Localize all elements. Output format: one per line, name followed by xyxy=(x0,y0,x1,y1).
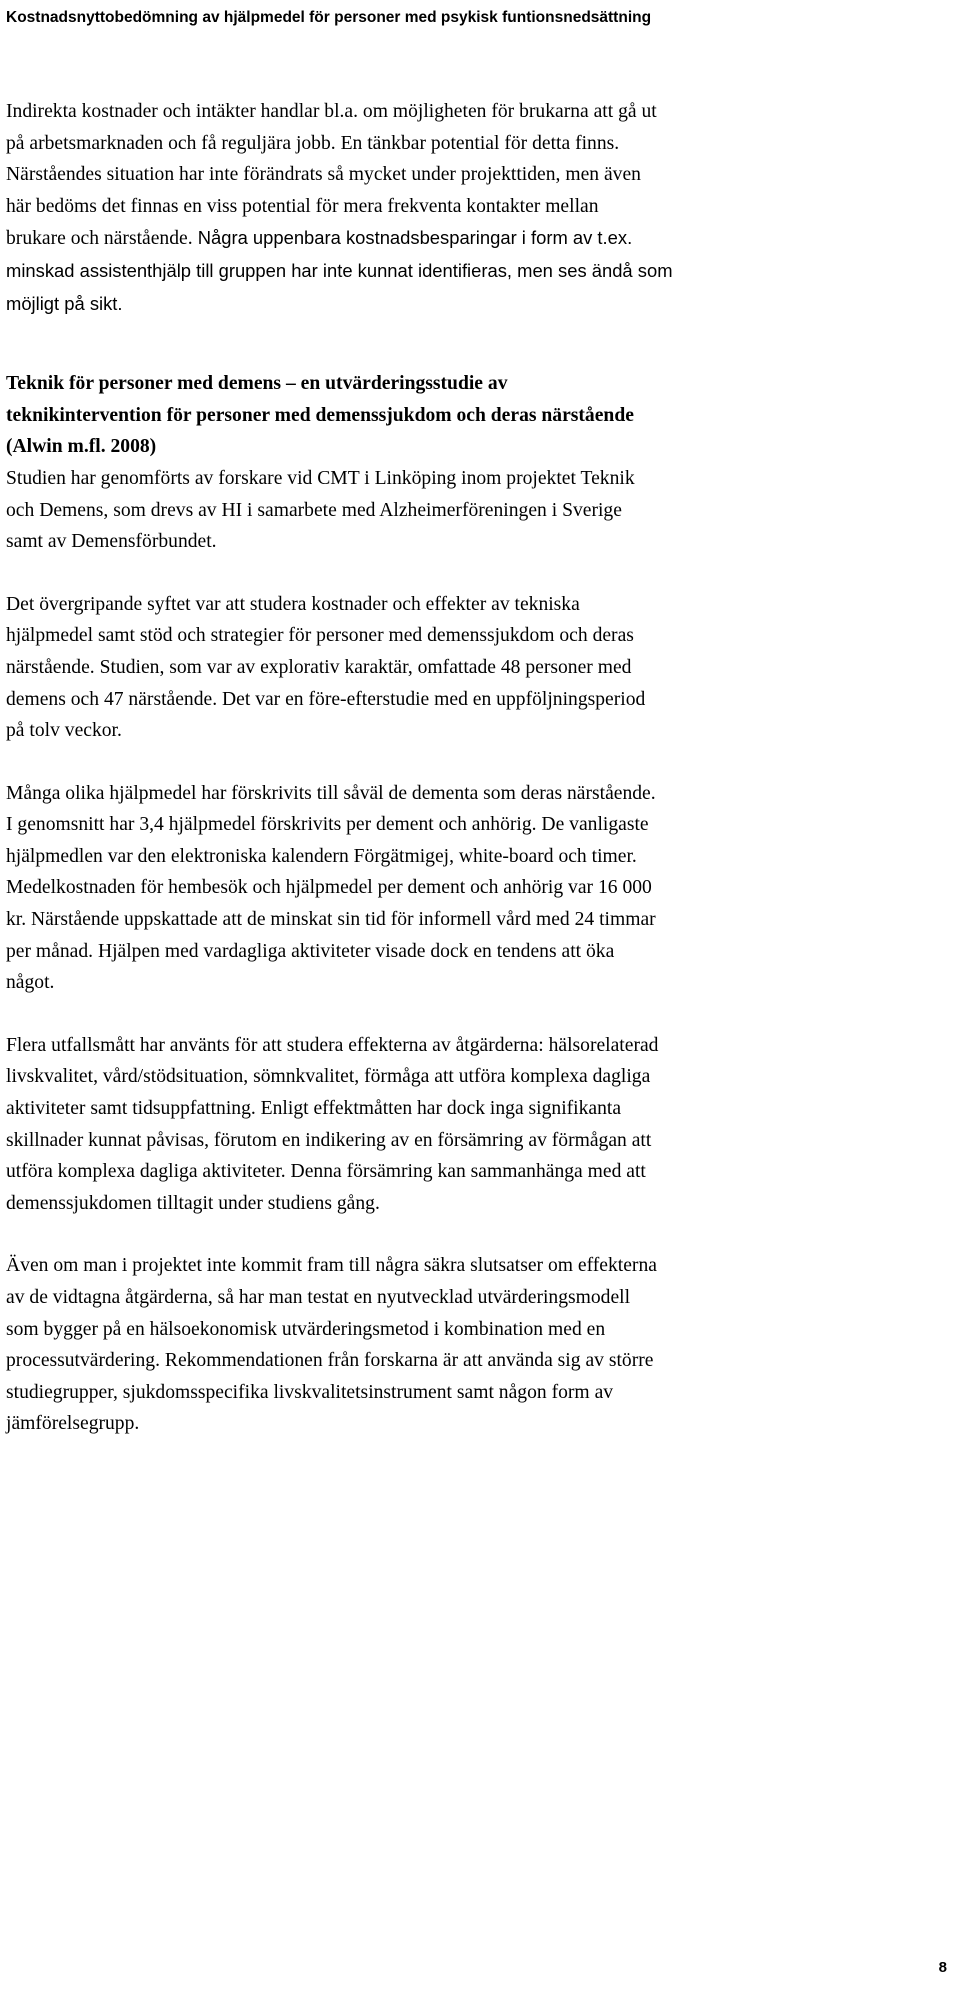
paragraph-conclusions: Även om man i projektet inte kommit fram till några säkra slutsatser om effekterna av de vidtagna åtgärderna, så har man testat en nyutvecklad utvärderingsmodell som bygger på en hälsoekonomisk utvärderingsmetod i kombination med en processutvärdering. Rekommendationen från forskarna är att använda sig av större studiegrupper, sjukdomsspecifika livskvalitetsinstrument samt någon form av jämförelsegrupp. xyxy=(6,1255,657,1435)
paragraph-outcome-measures: Flera utfallsmått har använts för att studera effekterna av åtgärderna: hälsorelaterad livskvalitet, vård/stödsituation, sömnkvalitet, förmåga att utföra komplexa dagliga aktiviteter samt tidsuppfattning. Enligt effektmåtten har dock inga signifikanta skillnader kunnat påvisas, förutom en indikering av en försämring av förmågan att utföra komplexa dagliga aktiviteter. Denna försämring kan sammanhänga med att demenssjukdomen tilltagit under studiens gång. xyxy=(6,1034,659,1214)
paragraph-indirect-costs-sans-text: Några uppenbara kostnadsbesparingar i form av t.ex. minskad assistenthjälp till gruppen har inte kunnat identifieras, men ses ändå som möjligt på sikt. xyxy=(6,227,673,314)
section-heading: Teknik för personer med demens – en utvärderingsstudie av teknikintervention för personer med demenssjukdom och deras närstående (Alwin m.fl. 2008) xyxy=(6,373,634,458)
document-body xyxy=(6,96,764,1440)
page-number: 8 xyxy=(938,1959,947,1976)
paragraph-aids-prescribed: Många olika hjälpmedel har förskrivits till såväl de dementa som deras närstående. I genomsnitt har 3,4 hjälpmedel förskrivits per dement och anhörig. De vanligaste hjälpmedlen var den elektroniska kalendern Förgätmigej, white-board och timer. Medelkostnaden för hembesök och hjälpmedel per dement och anhörig var 16 000 kr. Närstående uppskattade att de minskat sin tid för informell vård med 24 timmar per månad. Hjälpen med vardagliga aktiviteter visade dock en tendens att öka något. xyxy=(6,782,656,994)
paragraph-indirect-costs-text: Indirekta kostnader och intäkter handlar bl.a. om möjligheten för brukarna att gå ut på arbetsmarknaden och få reguljära jobb. En tänkbar potential för detta finns. Närståendes situation har inte förändrats så mycket under projekttiden, men även här bedöms det finnas en viss potential för mera frekventa kontakter mellan brukare och närstående. xyxy=(6,101,657,250)
paragraph-indirect-costs xyxy=(6,96,764,320)
paragraph-purpose: Det övergripande syftet var att studera kostnader och effekter av tekniska hjälpmedel samt stöd och strategier för personer med demenssjukdom och deras närstående. Studien, som var av explorativ karaktär, omfattade 48 personer med demens och 47 närstående. Det var en före-efterstudie med en uppföljningsperiod på tolv veckor. xyxy=(6,593,646,742)
running-header: Kostnadsnyttobedömning av hjälpmedel för personer med psykisk funtionsnedsättning xyxy=(6,9,652,26)
paragraph-study-performed: Studien har genomförts av forskare vid CMT i Linköping inom projektet Teknik och Demens, som drevs av HI i samarbete med Alzheimerföreningen i Sverige samt av Demensförbundet. xyxy=(6,467,635,553)
